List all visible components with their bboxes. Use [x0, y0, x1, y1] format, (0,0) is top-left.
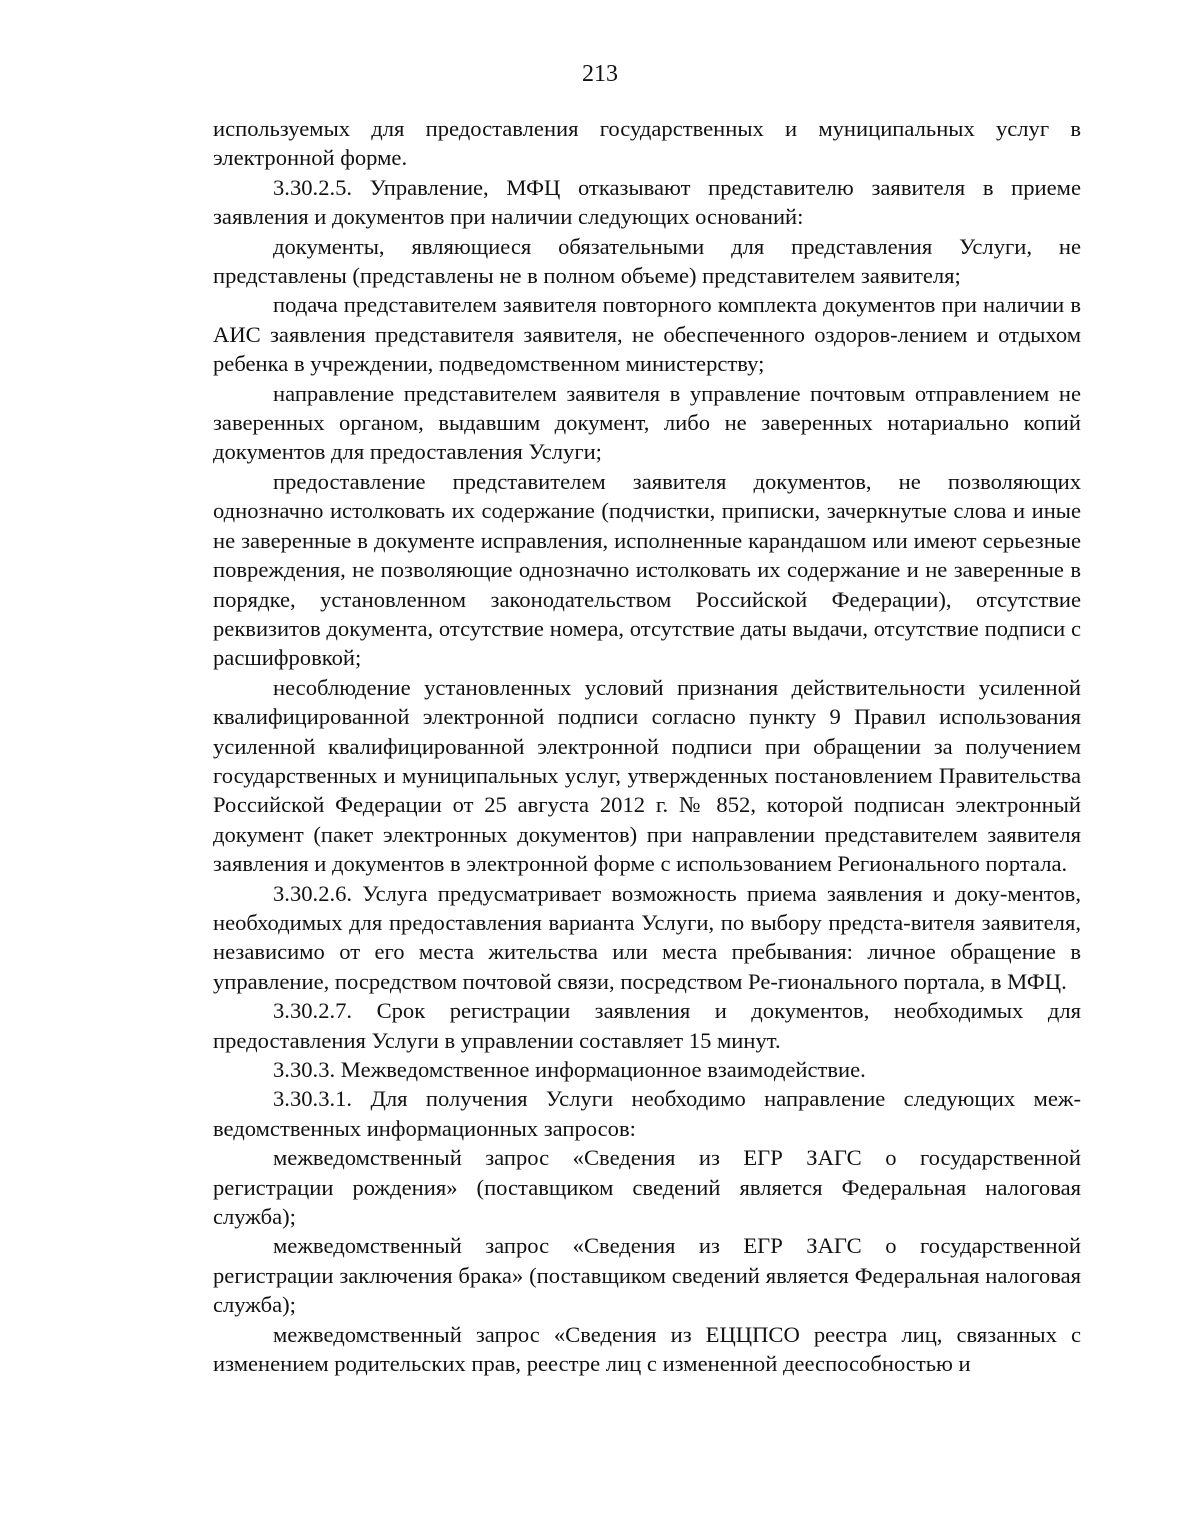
paragraph-3-30-2-5: 3.30.2.5. Управление, МФЦ отказывают представителю заявителя в приеме заявления и документов при наличии следующих оснований:: [213, 174, 1081, 230]
paragraph-postal-uncertified: направление представителем заявителя в управление почтовым отправлением не заверенных органом, выдавшим документ, либо не заверенных нотариально копий документов для предоставления Услуги;: [213, 380, 1081, 465]
paragraph-3-30-2-6: 3.30.2.6. Услуга предусматривает возможность приема заявления и доку-ментов, необходимых для предоставления варианта Услуги, по выбору предста-вителя заявителя, независимо от его места жительства или места пребывания: личное обращение в управление, посредством почтовой связи, посредством Ре-гионального портала, в МФЦ.: [213, 880, 1081, 994]
paragraph-3-30-2-7: 3.30.2.7. Срок регистрации заявления и документов, необходимых для предоставления Услуги в управлении составляет 15 минут.: [213, 998, 1081, 1053]
paragraph-request-ecpso: межведомственный запрос «Сведения из ЕЦЦПСО реестра лиц, связанных с изменением родительских прав, реестре лиц с измененной дееспособностью и: [213, 1321, 1081, 1377]
paragraph-repeat-submission: подача представителем заявителя повторного комплекта документов при наличии в АИС заявления представителя заявителя, не обеспеченного оздоров-лением и отдыхом ребенка в учреждении, подведомственном министерству;: [213, 292, 1081, 377]
paragraph-request-marriage: межведомственный запрос «Сведения из ЕГР ЗАГС о государственной регистрации заключения брака» (поставщиком сведений является Федеральная налоговая служба);: [213, 1233, 1081, 1318]
paragraph-documents-not-provided: документы, являющиеся обязательными для представления Услуги, не представлены (представлены не в полном объеме) представителем заявителя;: [213, 233, 1081, 289]
paragraph-3-30-3: 3.30.3. Межведомственное информационное взаимодействие.: [273, 1057, 866, 1082]
paragraph-continuation: используемых для предоставления государственных и муниципальных услуг в электронной форме.: [213, 116, 1081, 171]
paragraph-signature-validity: несоблюдение установленных условий признания действительности усиленной квалифицированной электронной подписи согласно пункту 9 Правил использования усиленной квалифицированной электронной подписи при обращении за получением государственных и муниципальных услуг, утвержденных постановлением Правительства Российской Федерации от 25 августа 2012 г. № 852, которой подписан электронный документ (пакет электронных документов) при направлении представителем заявителя заявления и документов в электронной форме с использованием Регионального портала.: [213, 674, 1081, 877]
paragraph-3-30-3-1: 3.30.3.1. Для получения Услуги необходимо направление следующих меж-ведомственных информационных запросов:: [213, 1086, 1081, 1141]
paragraph-request-birth: межведомственный запрос «Сведения из ЕГР ЗАГС о государственной регистрации рождения» (поставщиком сведений является Федеральная налоговая служба);: [213, 1145, 1081, 1230]
paragraph-ambiguous-documents: предоставление представителем заявителя документов, не позволяющих однозначно истолковать их содержание (подчистки, приписки, зачеркнутые слова и иные не заверенные в документе исправления, исполненные карандашом или имеют серьезные повреждения, не позволяющие однозначно истолковать их содержание и не заверенные в порядке, установленном законодательством Российской Федерации), отсутствие реквизитов документа, отсутствие номера, отсутствие даты выдачи, отсутствие подписи с расшифровкой;: [213, 468, 1081, 671]
document-body: [213, 114, 1081, 1378]
page-number: 213: [582, 61, 618, 87]
